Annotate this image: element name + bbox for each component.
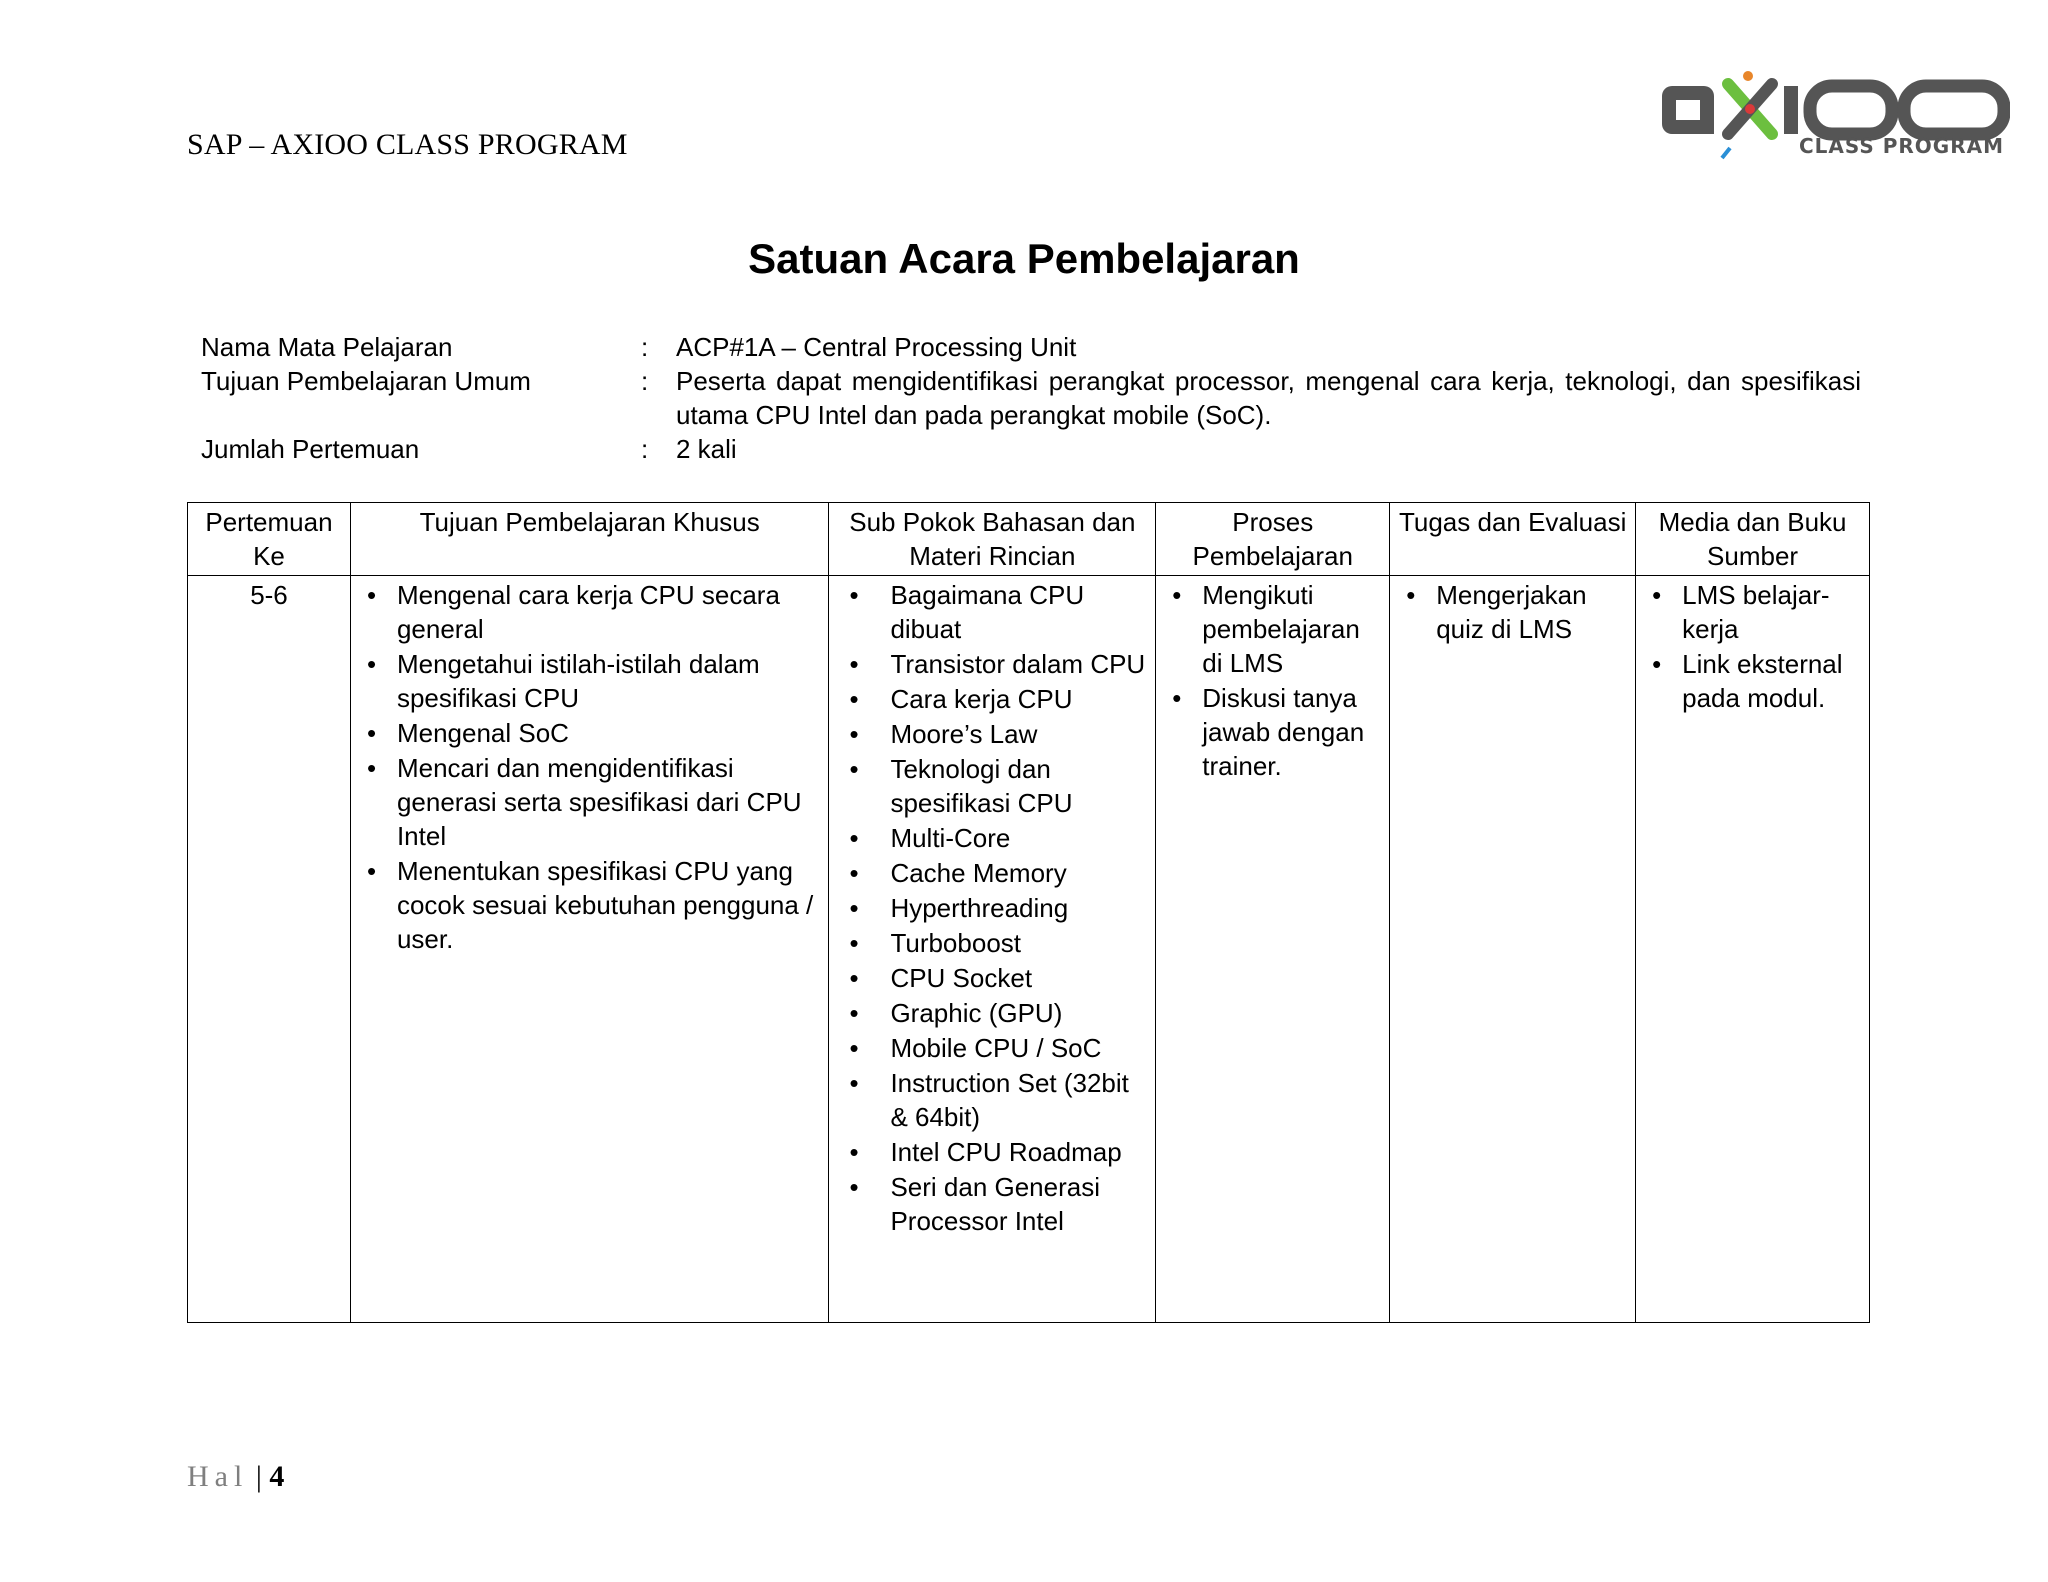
list-item: • Link eksternal pada modul. (1644, 647, 1861, 715)
list-item: • Cara kerja CPU (837, 682, 1147, 716)
info-colon: : (641, 332, 649, 362)
info-label: Jumlah Pertemuan (201, 434, 420, 464)
info-label: Nama Mata Pelajaran (201, 332, 453, 362)
list-item: • Mengetahui istilah-istilah dalam spesifikasi CPU (359, 647, 820, 715)
list-item: • Mencari dan mengidentifikasi generasi serta spesifikasi dari CPU Intel (359, 751, 820, 853)
footer-hal: Hal (187, 1460, 249, 1493)
lesson-plan-table (187, 502, 1870, 1323)
page-number: 4 (269, 1460, 285, 1493)
program-title: SAP – AXIOO CLASS PROGRAM (187, 128, 628, 161)
process-list (1164, 578, 1381, 783)
evaluation-list (1398, 578, 1627, 646)
info-colon: : (641, 366, 649, 396)
list-item: • Transistor dalam CPU (837, 647, 1147, 681)
info-value: Peserta dapat mengidentifikasi perangkat processor, mengenal cara kerja, teknologi, dan spesifikasi utama CPU Intel dan pada perangkat mobile (SoC). (676, 366, 1861, 430)
list-item: • Seri dan Generasi Processor Intel (837, 1170, 1147, 1238)
process-cell (1156, 576, 1390, 1323)
info-colon: : (641, 434, 649, 464)
list-item: • LMS belajar-kerja (1644, 578, 1861, 646)
document-title: Satuan Acara Pembelajaran (748, 235, 1300, 282)
info-value: ACP#1A – Central Processing Unit (676, 332, 1077, 362)
list-item: • Multi-Core (837, 821, 1147, 855)
list-item: • Mengerjakan quiz di LMS (1398, 578, 1627, 646)
list-item: • Mengenal cara kerja CPU secara general (359, 578, 820, 646)
meeting-cell: 5-6 (188, 576, 351, 1323)
header-meeting: Pertemuan Ke (188, 503, 351, 576)
info-row-course-name (201, 330, 1861, 364)
header-evaluation: Tugas dan Evaluasi (1390, 503, 1636, 576)
info-row-general-objective (201, 364, 1861, 432)
table-header-row (188, 503, 1870, 576)
list-item: • Teknologi dan spesifikasi CPU (837, 752, 1147, 820)
logo-tagline: CLASS PROGRAM (1798, 134, 2004, 158)
info-value: 2 kali (676, 434, 737, 464)
list-item: • CPU Socket (837, 961, 1147, 995)
list-item: • Mengikuti pembelajaran di LMS (1164, 578, 1381, 680)
list-item: • Cache Memory (837, 856, 1147, 890)
list-item: • Menentukan spesifikasi CPU yang cocok sesuai kebutuhan pengguna / user. (359, 854, 820, 956)
list-item: • Instruction Set (32bit & 64bit) (837, 1066, 1147, 1134)
media-list (1644, 578, 1861, 715)
list-item: • Moore’s Law (837, 717, 1147, 751)
info-row-meeting-count (201, 432, 1861, 466)
objectives-cell (350, 576, 828, 1323)
axioo-logo (1660, 70, 2010, 162)
header-process: Proses Pembelajaran (1156, 503, 1390, 576)
header-topics: Sub Pokok Bahasan dan Materi Rincian (829, 503, 1156, 576)
list-item: • Graphic (GPU) (837, 996, 1147, 1030)
info-label: Tujuan Pembelajaran Umum (201, 366, 531, 396)
list-item: • Mobile CPU / SoC (837, 1031, 1147, 1065)
list-item: • Bagaimana CPU dibuat (837, 578, 1147, 646)
header-media: Media dan Buku Sumber (1636, 503, 1870, 576)
list-item: • Mengenal SoC (359, 716, 820, 750)
list-item: • Intel CPU Roadmap (837, 1135, 1147, 1169)
media-cell (1636, 576, 1870, 1323)
page-footer (187, 1460, 284, 1494)
list-item: • Hyperthreading (837, 891, 1147, 925)
table-row (188, 576, 1870, 1323)
list-item: • Diskusi tanya jawab dengan trainer. (1164, 681, 1381, 783)
evaluation-cell (1390, 576, 1636, 1323)
topics-cell (829, 576, 1156, 1323)
course-info (201, 330, 1861, 466)
objectives-list (359, 578, 820, 956)
list-item: • Turboboost (837, 926, 1147, 960)
header-objectives: Tujuan Pembelajaran Khusus (350, 503, 828, 576)
topics-list (837, 578, 1147, 1238)
footer-separator: | (255, 1460, 262, 1493)
